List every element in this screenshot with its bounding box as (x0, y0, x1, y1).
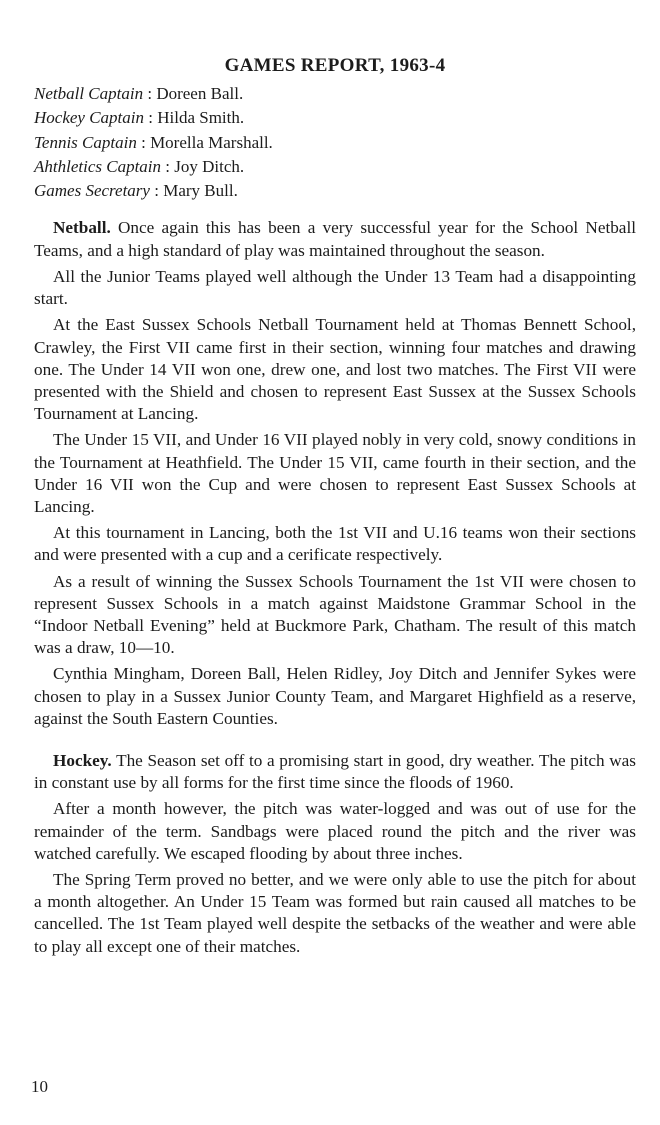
officer-netball-captain: Netball Captain : Doreen Ball. (34, 84, 244, 103)
paragraph-text: Once again this has been a very successful year for the School Netball Teams, and a high standard of play was maintained throughout the season. (34, 218, 636, 260)
officer-games-secretary: Games Secretary : Mary Bull. (34, 181, 238, 201)
netball-paragraph: At the East Sussex Schools Netball Tournament held at Thomas Bennett School, Crawley, the First VII came first in their section, winning four matches and drawing one. The Under 14 VII won one, drew one, and lost two matches. The First VII were presented with the Shield and chosen to represent East Sussex at the Sussex Schools Tournament at Lancing. (34, 315, 636, 424)
officer-name: Mary Bull. (163, 181, 238, 201)
hockey-paragraph (34, 750, 636, 794)
officer-athletics-captain: Ahthletics Captain : Joy Ditch. (34, 156, 245, 176)
officer-role: Netball Captain (34, 84, 144, 103)
officer-role: Ahthletics Captain (34, 156, 162, 176)
hockey-paragraph: After a month however, the pitch was water-logged and was out of use for the remainder of the term. Sandbags were placed round the pitch and the river was watched carefully. We escaped flooding by about three inches. (34, 799, 636, 863)
netball-paragraph (34, 217, 636, 261)
officers-list (34, 82, 636, 203)
netball-section (34, 217, 636, 729)
officer-tennis-captain: Tennis Captain : Morella Marshall. (34, 132, 273, 152)
officer-role: Games Secretary (34, 181, 150, 201)
netball-paragraph: Cynthia Mingham, Doreen Ball, Helen Ridley, Joy Ditch and Jennifer Sykes were chosen to play in a Sussex Junior County Team, and Margaret Highfield as a reserve, against the South Eastern Counties. (34, 664, 636, 728)
netball-paragraph: At this tournament in Lancing, both the 1st VII and U.16 teams won their sections and were presented with a cup and a cerificate respectively. (34, 523, 636, 565)
netball-paragraph: All the Junior Teams played well although the Under 13 Team had a disappointing start. (34, 266, 636, 309)
hockey-paragraph: The Spring Term proved no better, and we were only able to use the pitch for about a month altogether. An Under 15 Team was formed but rain caused all matches to be cancelled. The 1st Team played well despite the setbacks of the weather and were able to play all except one of their matches. (34, 869, 636, 956)
netball-heading: Netball. (53, 218, 111, 238)
officer-role: Tennis Captain (34, 132, 137, 152)
report-title: GAMES REPORT, 1963-4 (224, 55, 446, 76)
officer-name: Joy Ditch. (174, 156, 245, 176)
officer-name: Hilda Smith. (157, 108, 245, 128)
officer-name: Morella Marshall. (150, 132, 273, 152)
netball-paragraph: As a result of winning the Sussex Schools Tournament the 1st VII were chosen to represent Sussex Schools in a match against Maidstone Grammar School in the “Indoor Netball Evening” held at Buckmore Park, Chatham. The result of this match was a draw, 10—10. (34, 571, 636, 658)
officer-name: Doreen Ball. (156, 84, 244, 103)
officer-hockey-captain: Hockey Captain : Hilda Smith. (34, 108, 245, 128)
hockey-heading: Hockey. (53, 750, 112, 770)
page-number: 10 (31, 1077, 48, 1096)
paragraph-text: The Season set off to a promising start in good, dry weather. The pitch was in constant use by all forms for the first time since the floods of 1960. (34, 750, 636, 793)
officer-role: Hockey Captain (34, 108, 144, 128)
hockey-section (34, 750, 636, 958)
netball-paragraph: The Under 15 VII, and Under 16 VII played nobly in very cold, snowy conditions in the Tournament at Heathfield. The Under 15 VII, came fourth in their section, and the Under 16 VII won the Cup and were chosen to represent East Sussex Schools at Lancing. (34, 430, 636, 516)
